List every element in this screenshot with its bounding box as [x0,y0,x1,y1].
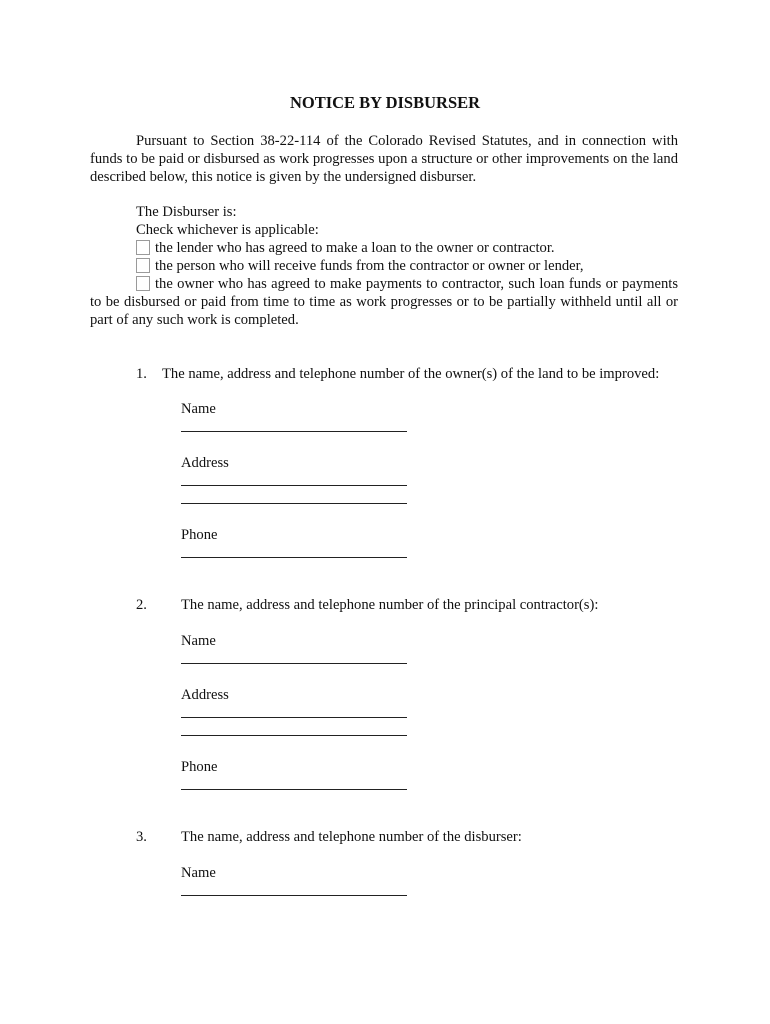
section-1-address-field-1[interactable] [181,485,407,486]
check-instruction: Check whichever is applicable: [136,222,319,238]
section-3-name-label: Name [181,865,216,881]
document-title: NOTICE BY DISBURSER [289,93,481,112]
intro-paragraph: Pursuant to Section 38-22-114 of the Colorado Revised Statutes, and in connection with funds to be paid or disbursed as work progresses upon a structure or other improvements on the land described below, this notice is given by the undersigned disburser. [90,133,678,185]
section-2-phone-field[interactable] [181,789,407,790]
section-1-phone-label: Phone [181,527,218,543]
option-lender-label: the lender who has agreed to make a loan to the owner or contractor. [155,240,555,256]
section-2-name-field[interactable] [181,663,407,664]
option-owner-label: the owner who has agreed to make payments to contractor, such loan funds or payments to be disbursed or paid from time to time as work progresses or to be partially withheld until all or part of any such work is completed. [90,276,678,328]
section-2-address-field-1[interactable] [181,717,407,718]
section-1-address-field-2[interactable] [181,503,407,504]
option-person-label: the person who will receive funds from the contractor or owner or lender, [155,258,584,274]
option-person-checkbox[interactable] [136,258,150,273]
option-lender-checkbox[interactable] [136,240,150,255]
section-1-phone-field[interactable] [181,557,407,558]
section-2-phone-label: Phone [181,759,218,775]
section-1-number: 1. [136,366,147,382]
section-3-name-field[interactable] [181,895,407,896]
section-2-number: 2. [136,597,147,613]
section-1-address-label: Address [181,455,229,471]
option-owner [90,275,678,329]
section-2-name-label: Name [181,633,216,649]
section-3-text: The name, address and telephone number of the disburser: [181,829,522,845]
section-2-address-field-2[interactable] [181,735,407,736]
section-1-text: The name, address and telephone number of the owner(s) of the land to be improved: [162,366,660,382]
section-1-name-field[interactable] [181,431,407,432]
disburser-heading: The Disburser is: [136,204,237,220]
section-2-address-label: Address [181,687,229,703]
section-1-name-label: Name [181,401,216,417]
option-lender [136,239,555,257]
option-person [136,257,584,275]
option-owner-checkbox[interactable] [136,276,150,291]
section-3-number: 3. [136,829,147,845]
section-2-text: The name, address and telephone number of the principal contractor(s): [181,597,599,613]
